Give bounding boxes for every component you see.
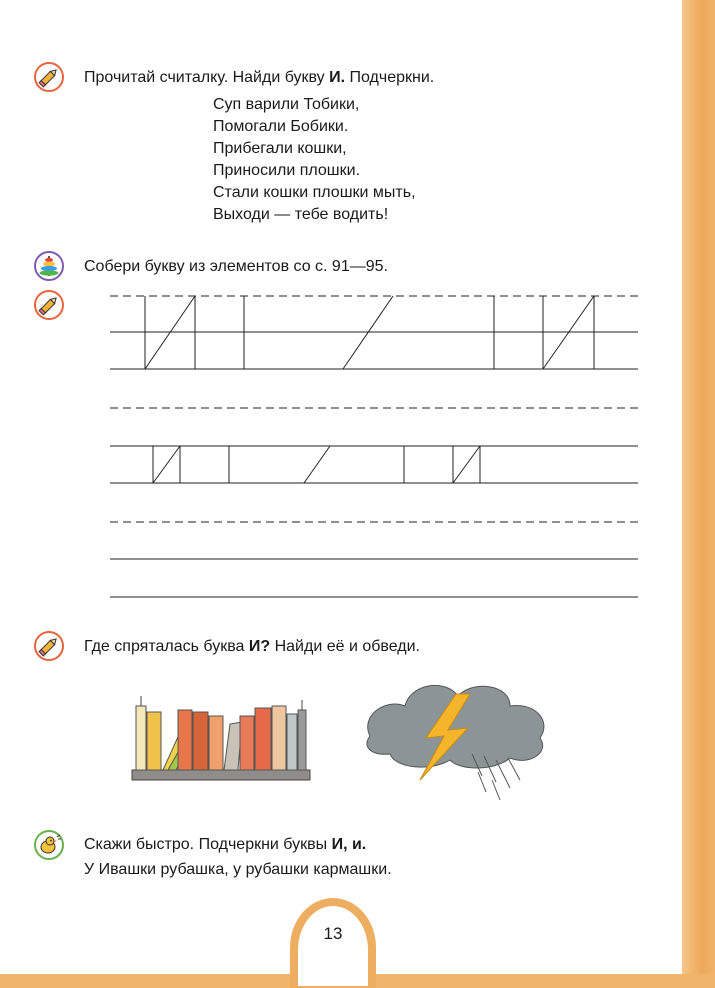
- task1-suffix: Подчеркни.: [345, 69, 435, 86]
- poem-line: Суп варили Тобики,: [213, 96, 360, 113]
- page-number: 13: [323, 924, 343, 943]
- task1-prefix: Прочитай считалку. Найди букву: [84, 69, 330, 86]
- pencil-icon: [34, 631, 64, 661]
- bird-speech-icon: [34, 830, 64, 860]
- task4-instruction: [84, 638, 420, 656]
- task4-suffix: Найди её и обведи.: [270, 638, 420, 655]
- task4-letter: И?: [248, 638, 271, 655]
- task5-prefix: Скажи быстро. Подчеркни буквы: [84, 836, 332, 853]
- poem-line: Выходи — тебе водить!: [213, 206, 389, 223]
- poem-line: Помогали Бобики.: [213, 118, 349, 135]
- poem-line: Прибегали кошки,: [213, 140, 347, 157]
- poem-line: Приносили плошки.: [213, 162, 361, 179]
- page-number-background: [298, 906, 368, 986]
- storm-cloud-lightning-illustration: [360, 676, 556, 810]
- task2-instruction: Собери букву из элементов со с. 91—95.: [84, 258, 388, 275]
- task5-letters: И, и.: [331, 836, 367, 853]
- task4-prefix: Где спряталась буква: [84, 638, 249, 655]
- bookshelf-illustration: [130, 688, 312, 784]
- tongue-twister: У Ивашки рубашка, у рубашки кармашки.: [84, 861, 392, 878]
- task5-instruction: [84, 836, 366, 854]
- task1-letter: И.: [329, 69, 346, 86]
- poem-line: Стали кошки плошки мыть,: [213, 184, 416, 201]
